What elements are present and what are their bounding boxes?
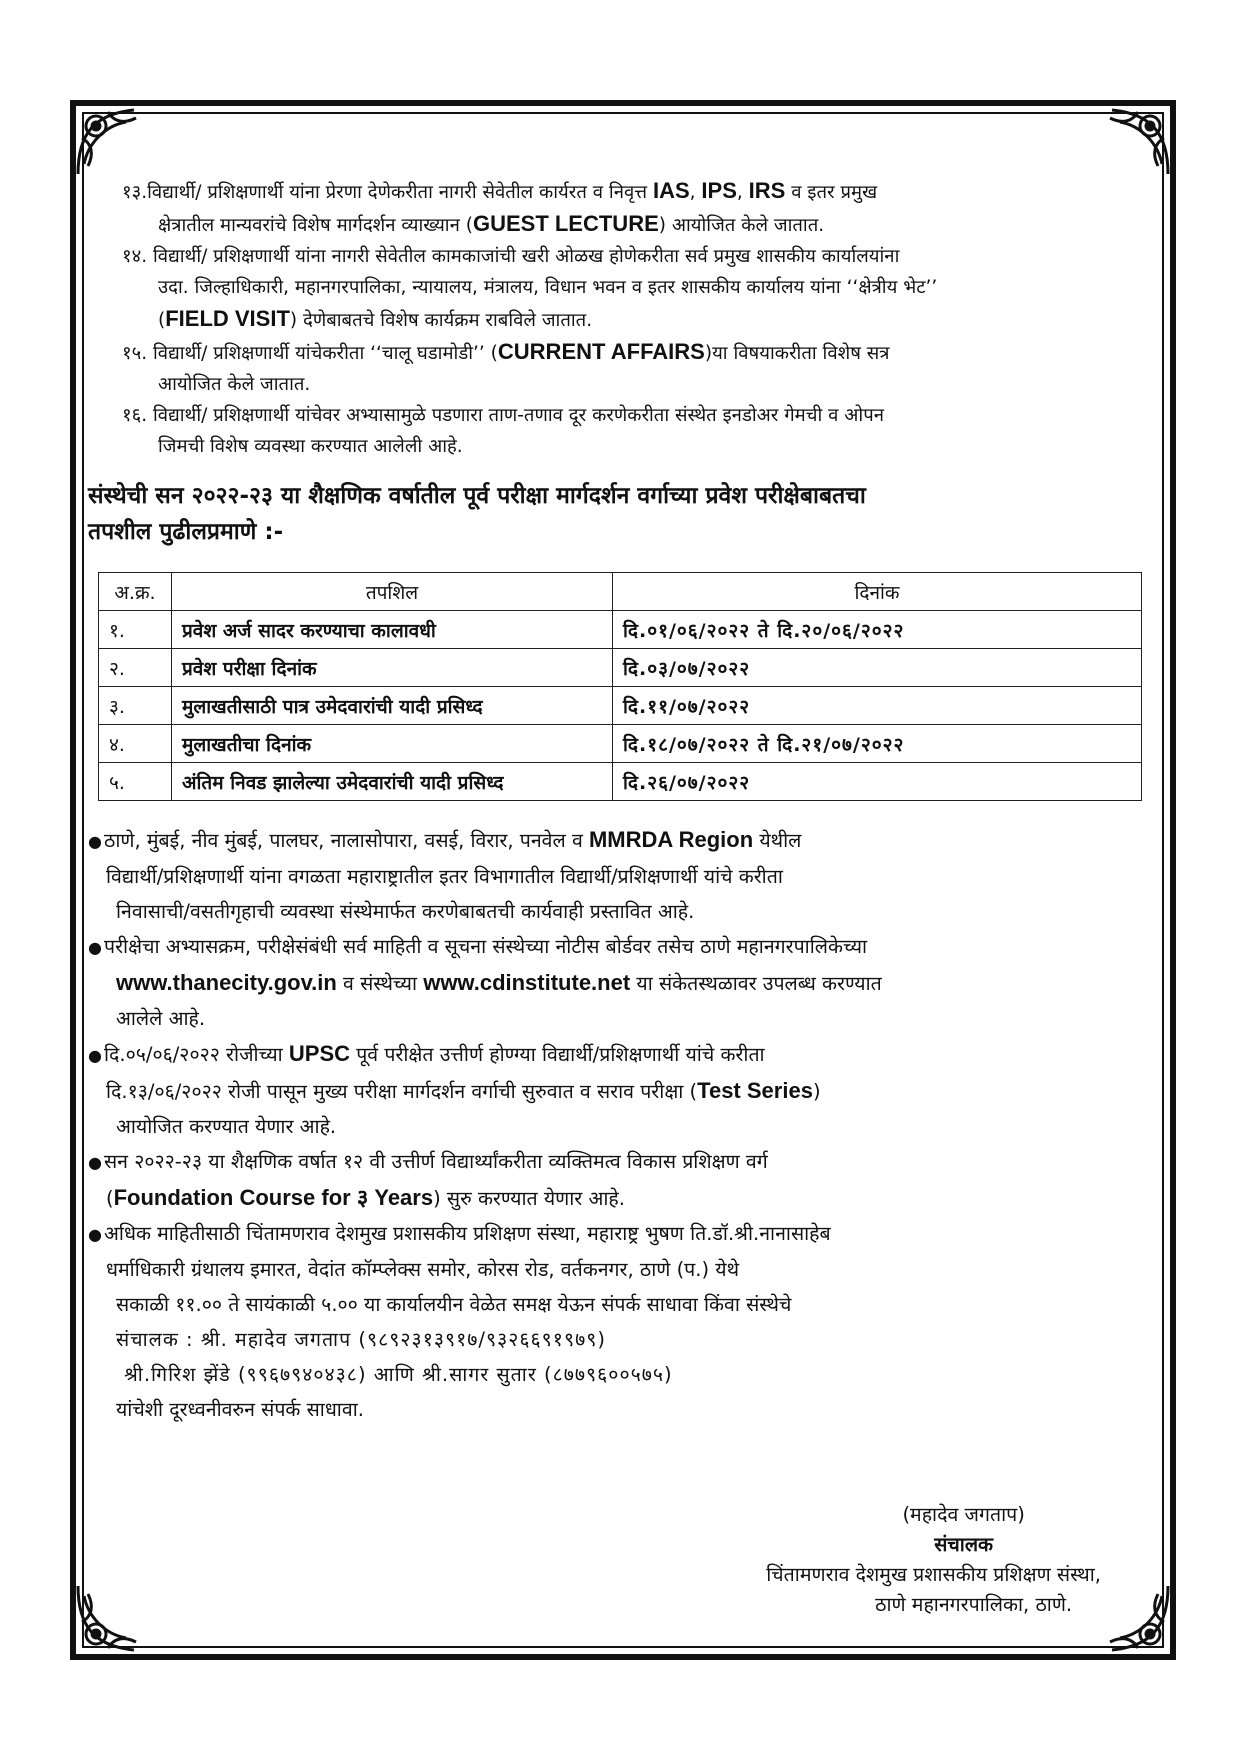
link-thanecity[interactable]: www.thanecity.gov.in [116, 970, 337, 995]
item-14: १४. विद्यार्थी/ प्रशिक्षणार्थी यांना नागरी सेवेतील कामकाजांची खरी ओळख होणेकरीता सर्व प्रमुख शासकीय कार्यालयांना उदा. जिल्हाधिकारी, महानगरपालिका, न्यायालय, मंत्रालय, विधान भवन व इतर शासकीय कार्यालय यांना ‘‘क्षेत्रीय भेट’’ (FIELD VISIT) देणेबाबतचे विशेष कार्यक्रम राबविले जातात. [122, 246, 938, 331]
item-15: १५. विद्यार्थी/ प्रशिक्षणार्थी यांचेकरीता ‘‘चालू घडामोडी’’ (CURRENT AFFAIRS)या विषयाकरीता विशेष सत्र आयोजित केले जातात. [122, 339, 890, 395]
signatory-organization: चिंतामणराव देशमुख प्रशासकीय प्रशिक्षण संस्था, [766, 1563, 1101, 1586]
bullet-mains: ● दि.०५/०६/२०२२ रोजीच्या UPSC पूर्व परीक्षेत उत्तीर्ण होण्ग्या विद्यार्थी/प्रशिक्षणार्थी यांचे करीता दि.१३/०६/२०२२ रोजी पासून मुख्य परीक्षा मार्गदर्शन वर्गाची सुरुवात व सराव परीक्षा (Test Series) आयोजित करण्यात येणार आहे. [88, 1036, 1163, 1144]
table-row: ४. मुलाखतीचा दिनांक दि.१८/०७/२०२२ ते दि.२१/०७/२०२२ [99, 725, 1142, 763]
table-header-row [99, 573, 1142, 611]
table-row: ५. अंतिम निवड झालेल्या उमेदवारांची यादी प्रसिध्द दि.२६/०७/२०२२ [99, 763, 1142, 801]
schedule-heading: संस्थेची सन २०२२-२३ या शैक्षणिक वर्षातील पूर्व परीक्षा मार्गदर्शन वर्गाच्या प्रवेश परीक्षेबाबतचा तपशील पुढीलप्रमाणे :- [88, 483, 866, 545]
signatory-name: (महादेव जगताप) [902, 1503, 1025, 1526]
bullet-contact: ● अधिक माहितीसाठी चिंतामणराव देशमुख प्रशासकीय प्रशिक्षण संस्था, महाराष्ट्र भुषण ति.डॉ.श्री.नानासाहेब धर्माधिकारी ग्रंथालय इमारत, वेदांत कॉम्प्लेक्स समोर, कोरस रोड, वर्तकनगर, ठाणे (प.) येथे सकाळी ११.०० ते सायंकाळी ५.०० या कार्यालयीन वेळेत समक्ष येऊन संपर्क साधावा किंवा संस्थेचे संचालक : श्री. महादेव जगताप (९८९२३१३९१७/९३२६६९१९७९) श्री.गिरिश झेंडे (९९६७९४०४३८) आणि श्री.सागर सुतार (८७७९६००५७५) यांचेशी दूरध्वनीवरुन संपर्क साधावा. [88, 1216, 1163, 1427]
bullet-list [88, 822, 1163, 1427]
signature-block [766, 1500, 1101, 1620]
bullet-icon: ● [88, 1225, 102, 1244]
bullet-hostel: ● ठाणे, मुंबई, नीव मुंबई, पालघर, नालासोपारा, वसई, विरार, पनवेल व MMRDA Region येथील विद्यार्थी/प्रशिक्षणार्थी यांना वगळता महाराष्ट्रातील इतर विभागातील विद्यार्थी/प्रशिक्षणार्थी यांचे करीता निवासाची/वसतीगृहाची व्यवस्था संस्थेमार्फत करणेबाबतची कार्यवाही प्रस्तावित आहे. [88, 822, 1163, 929]
table-row: २. प्रवेश परीक्षा दिनांक दि.०३/०७/२०२२ [99, 649, 1142, 687]
bullet-icon: ● [88, 938, 102, 957]
item-16: १६. विद्यार्थी/ प्रशिक्षणार्थी यांचेवर अभ्यासामुळे पडणारा ताण-तणाव दूर करणेकरीता संस्थेत इनडोअर गेमची व ओपन जिमची विशेष व्यवस्था करण्यात आलेली आहे. [122, 405, 884, 457]
bullet-foundation: ● सन २०२२-२३ या शैक्षणिक वर्षात १२ वी उत्तीर्ण विद्यार्थ्यांकरीता व्यक्तिमत्व विकास प्रशिक्षण वर्ग (Foundation Course for ३ Years) सुरु करण्यात येणार आहे. [88, 1144, 1163, 1216]
corner-ornament-icon [74, 104, 148, 178]
bullet-icon: ● [88, 1046, 102, 1065]
corner-ornament-icon [74, 1582, 148, 1656]
signatory-city: ठाणे महानगरपालिका, ठाणे. [875, 1593, 1073, 1616]
bullet-syllabus: ● परीक्षेचा अभ्यासक्रम, परीक्षेसंबंधी सर्व माहिती व सूचना संस्थेच्या नोटीस बोर्डवर तसेच ठाणे महानगरपालिकेच्या www.thanecity.gov.in व संस्थेच्या www.cdinstitute.net या संकेतस्थळावर उपलब्ध करण्यात आलेले आहे. [88, 929, 1163, 1036]
col-header-detail: तपशिल [172, 573, 613, 611]
corner-ornament-icon [1098, 104, 1172, 178]
corner-ornament-icon [1098, 1582, 1172, 1656]
link-cdinstitute[interactable]: www.cdinstitute.net [423, 970, 631, 995]
col-header-serial: अ.क्र. [99, 573, 172, 611]
item-13: १३.विद्यार्थी/ प्रशिक्षणार्थी यांना प्रेरणा देणेकरीता नागरी सेवेतील कार्यरत व निवृत्त IAS, IPS, IRS व इतर प्रमुख क्षेत्रातील मान्यवरांचे विशेष मार्गदर्शन व्याख्यान (GUEST LECTURE) आयोजित केले जातात. [122, 178, 878, 236]
bullet-icon: ● [88, 832, 102, 851]
table-row: १. प्रवेश अर्ज सादर करण्याचा कालावधी दि.०१/०६/२०२२ ते दि.२०/०६/२०२२ [99, 611, 1142, 649]
col-header-date: दिनांक [613, 573, 1142, 611]
table-row: ३. मुलाखतीसाठी पात्र उमेदवारांची यादी प्रसिध्द दि.११/०७/२०२२ [99, 687, 1142, 725]
signatory-designation: संचालक [934, 1533, 994, 1556]
bullet-icon: ● [88, 1153, 102, 1172]
numbered-items [110, 175, 1140, 462]
schedule-table [98, 572, 1142, 801]
